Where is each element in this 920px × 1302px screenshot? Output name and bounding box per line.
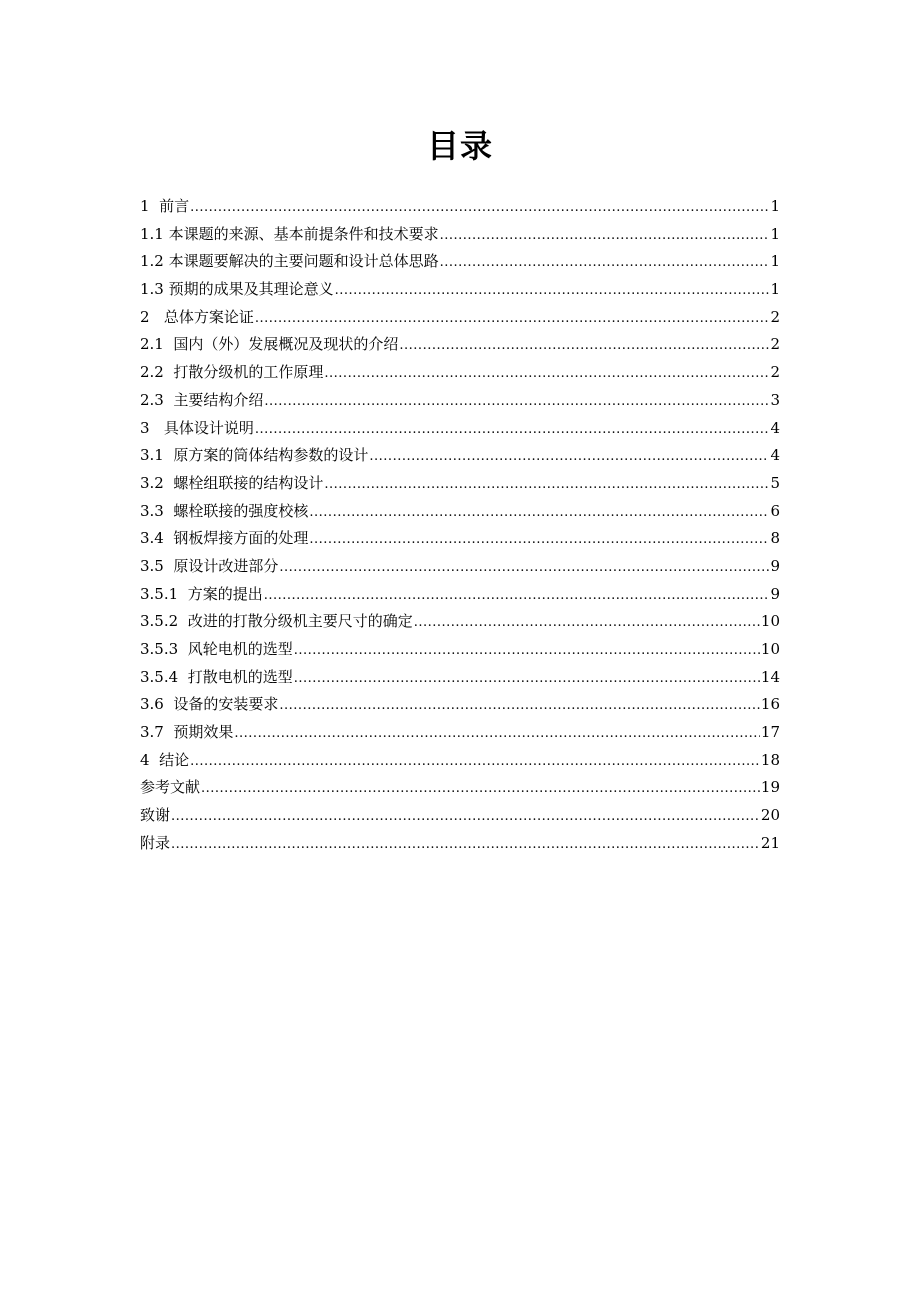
toc-entry-label: 1.3 预期的成果及其理论意义: [140, 280, 334, 299]
toc-entry[interactable]: [140, 802, 780, 830]
toc-entry[interactable]: [140, 830, 780, 858]
toc-entry-label: 3.3 螺栓联接的强度校核: [140, 501, 309, 520]
toc-dot-leader: [309, 499, 769, 527]
toc-entry-label: 3.6 设备的安装要求: [140, 695, 279, 714]
toc-entry-page: 3: [770, 390, 780, 409]
toc-entry-page: 4: [770, 418, 780, 437]
toc-entry[interactable]: [140, 470, 780, 498]
toc-entry-page: 16: [760, 695, 780, 714]
toc-entry-page: 17: [760, 723, 780, 742]
toc-entry[interactable]: [140, 498, 780, 526]
toc-entry-page: 2: [770, 307, 780, 326]
toc-entry-label: 3.2 螺栓组联接的结构设计: [140, 473, 324, 492]
toc-entry[interactable]: [140, 193, 780, 221]
toc-entry[interactable]: [140, 248, 780, 276]
toc-dot-leader: [171, 803, 760, 831]
toc-entry-page: 10: [760, 612, 780, 631]
toc-entry[interactable]: [140, 581, 780, 609]
toc-entry-page: 10: [760, 640, 780, 658]
toc-dot-leader: [369, 443, 769, 471]
toc-entry-label: 参考文献: [140, 778, 201, 797]
toc-entry-page: 6: [770, 501, 780, 520]
toc-dot-leader: [414, 609, 760, 637]
toc-dot-leader: [190, 194, 769, 222]
toc-entry-label: 3.5.4 打散电机的选型: [140, 667, 293, 686]
toc-entry[interactable]: [140, 387, 780, 415]
toc-entry[interactable]: [140, 276, 780, 304]
toc-entry[interactable]: [140, 525, 780, 553]
toc-dot-leader: [399, 332, 769, 360]
toc-entry-label: 2.1 国内（外）发展概况及现状的介绍: [140, 335, 399, 354]
toc-entry-label: 3 具体设计说明: [140, 418, 254, 437]
toc-entry-label: 3.5 原设计改进部分: [140, 556, 279, 575]
toc-dot-leader: [279, 692, 760, 720]
toc-entry[interactable]: [140, 608, 780, 636]
toc-entry-label: 附录: [140, 833, 171, 852]
toc-entry-page: 18: [760, 750, 780, 769]
toc-dot-leader: [190, 748, 760, 776]
toc-entry-label: 2.3 主要结构介绍: [140, 390, 264, 409]
toc-entry[interactable]: [140, 359, 780, 387]
toc-dot-leader: [324, 471, 769, 499]
toc-entry-label: 3.5.2 改进的打散分级机主要尺寸的确定: [140, 612, 413, 631]
toc-dot-leader: [279, 554, 769, 582]
toc-dot-leader: [294, 665, 760, 693]
toc-dot-leader: [324, 360, 769, 388]
toc-entry-page: 9: [770, 556, 780, 575]
toc-entry-label: 3.7 预期效果: [140, 723, 234, 742]
toc-entry[interactable]: [140, 664, 780, 692]
toc-entry-page: 9: [770, 584, 780, 603]
toc-entry-page: 1: [770, 224, 780, 243]
toc-dot-leader: [335, 277, 770, 305]
toc-entry[interactable]: [140, 719, 780, 747]
toc-entry-page: 4: [770, 446, 780, 465]
toc-entry-page: 19: [760, 778, 780, 797]
toc-entry[interactable]: [140, 636, 780, 664]
toc-entry-page: 2: [770, 335, 780, 354]
toc-entry-label: 3.5.1 方案的提出: [140, 584, 263, 603]
toc-entry[interactable]: [140, 553, 780, 581]
toc-dot-leader: [264, 582, 770, 610]
toc-entry[interactable]: [140, 442, 780, 470]
toc-entry[interactable]: [140, 331, 780, 359]
toc-dot-leader: [171, 831, 760, 859]
toc-dot-leader: [440, 249, 770, 277]
toc-entry[interactable]: [140, 304, 780, 332]
toc-dot-leader: [294, 637, 760, 665]
toc-dot-leader: [255, 305, 770, 333]
toc-title: 目录: [426, 127, 493, 165]
toc-dot-leader: [440, 222, 770, 250]
toc-entry-label: 4 结论: [140, 750, 190, 769]
toc-dot-leader: [255, 416, 770, 444]
toc-entry-label: 2 总体方案论证: [140, 307, 254, 326]
toc-entry-page: 1: [770, 197, 780, 215]
toc-entry-page: 2: [770, 363, 780, 382]
toc-entry-label: 3.5.3 风轮电机的选型: [140, 640, 293, 658]
toc-entry-page: 21: [760, 833, 780, 852]
toc-entry[interactable]: [140, 747, 780, 775]
toc-entry-label: 1.1 本课题的来源、基本前提条件和技术要求: [140, 224, 439, 243]
toc-list: [140, 193, 780, 858]
toc-entry[interactable]: [140, 691, 780, 719]
toc-entry-label: 2.2 打散分级机的工作原理: [140, 363, 324, 382]
toc-dot-leader: [264, 388, 769, 416]
toc-entry-page: 8: [770, 529, 780, 548]
toc-entry-page: 1: [770, 280, 780, 299]
toc-entry[interactable]: [140, 221, 780, 249]
toc-entry[interactable]: [140, 774, 780, 802]
toc-entry-page: 14: [760, 667, 780, 686]
toc-dot-leader: [234, 720, 760, 748]
toc-entry-page: 1: [770, 252, 780, 271]
toc-entry-label: 1 前言: [140, 197, 190, 215]
toc-dot-leader: [309, 526, 769, 554]
toc-entry-label: 1.2 本课题要解决的主要问题和设计总体思路: [140, 252, 439, 271]
toc-entry-label: 3.1 原方案的筒体结构参数的设计: [140, 446, 369, 465]
toc-dot-leader: [201, 775, 760, 803]
toc-entry-page: 5: [770, 473, 780, 492]
toc-entry-page: 20: [760, 806, 780, 825]
toc-entry-label: 3.4 钢板焊接方面的处理: [140, 529, 309, 548]
toc-entry[interactable]: [140, 415, 780, 443]
toc-entry-label: 致谢: [140, 806, 171, 825]
